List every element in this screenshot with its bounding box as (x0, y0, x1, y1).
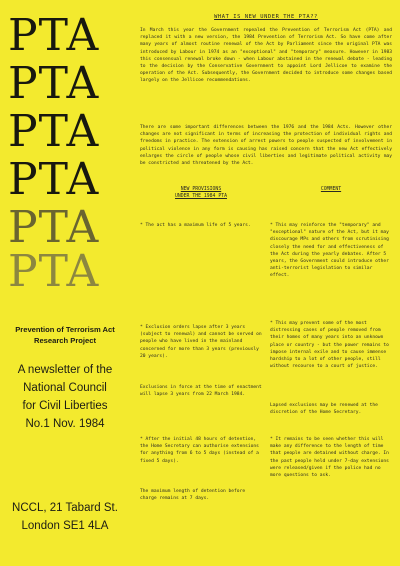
project-title-line-1: Prevention of Terrorism Act (15, 325, 115, 334)
newsletter-line-3: for Civil Liberties (22, 400, 108, 412)
provision-item-2: * Exclusion orders lapse after 3 years (subject to renewal) and cannot be served on people who have lived in the mainland concerned for more than 3 years (previously 20 years). (140, 325, 262, 359)
masthead (0, 0, 130, 566)
pta-title-6: PTA (8, 246, 100, 297)
pta-title-2: PTA (8, 58, 100, 109)
provisions-heading-line-1: NEW PROVISIONS (180, 187, 222, 192)
comment-heading: COMMENT (320, 187, 342, 192)
intro-paragraph-1: In March this year the Government repealed the Prevention of Terrorism Act (PTA) and replaced it with a new version, the 1984 Prevention of Terrorism Act. So have come after many years of almost routine renewal of the Act by Parliament since the original PTA was introduced by Labour in 1974 as an "exceptional" and "temporary" measure. However in 1983 this consensual renewal broke down - when Labour abstained in the renewal debate - leading to the decision by the Conservative Government to appoint Lord Jellicoe to examine the operation of the Act. Subsequently, the Government decided to introduce some changes based largely on the Jellicoe recommendations. (140, 28, 392, 84)
comment-item-4: * It remains to be seen whether this will make any difference to the length of time that people are detained without charge. In the past people held under 7-day extensions were released/given if the police had no more questions to ask. (270, 437, 389, 479)
project-title-line-2: Research Project (33, 336, 97, 345)
comment-item-1: * This may reinforce the "temporary" and "exceptional" nature of the Act, but it may discourage MPs and others from scrutinising closely the need for and effectiveness of the Act during the yearly debates. After 5 years, the Government could introduce other anti-terrorist legislation to similar effect. (270, 223, 389, 279)
address-line-2: London SE1 4LA (21, 520, 109, 532)
newsletter-line-1: A newsletter of the (17, 364, 113, 376)
intro-paragraph-2: There are some important differences between the 1976 and the 1984 Acts. However other changes are not significant in terms of increasing the protection of individual rights and freedoms in practice. The extension of arrest powers to people suspected of involvement in political violence in any form is causing has raised concern that the new Act effectively enlarges the circle of people whose civil liberties and legitimate political activity may be constricted and threatened by the Act. (140, 125, 392, 167)
provision-item-5: The maximum length of detention before charge remains at 7 days. (140, 489, 246, 502)
article (136, 0, 396, 566)
provision-item-4: * After the initial 48 hours of detention, the Home Secretary can authorise extensions for anything from 6 to 5 days (instead of a fixed 5 days). (140, 437, 259, 464)
comment-item-3: Lapsed exclusions may be renewed at the discretion of the Home Secretary. (270, 403, 378, 416)
provision-item-1: * The act has a maximum life of 5 years. (140, 223, 251, 228)
provisions-heading-line-2: UNDER THE 1984 PTA (175, 194, 227, 199)
issue-date: No.1 Nov. 1984 (25, 418, 105, 430)
pta-title-5: PTA (8, 202, 100, 253)
article-heading: WHAT IS NEW UNDER THE PTA?? (214, 14, 318, 20)
provision-item-3: Exclusions in force at the time of enactment will lapse 3 years from 22 March 1984. (140, 385, 262, 398)
pta-title-1: PTA (8, 10, 100, 61)
address-line-1: NCCL, 21 Tabard St. (12, 502, 118, 514)
comment-item-2: * This may prevent some of the most distressing cases of people removed from their homes of many years into an unknown place or country - but the power remains to impose internal exile and to cause immense hardship to a lot of other people, still without recourse to a court of justice. (270, 321, 389, 370)
newsletter-line-2: National Council (23, 382, 107, 394)
pta-title-4: PTA (8, 154, 100, 205)
pta-title-3: PTA (8, 106, 100, 157)
